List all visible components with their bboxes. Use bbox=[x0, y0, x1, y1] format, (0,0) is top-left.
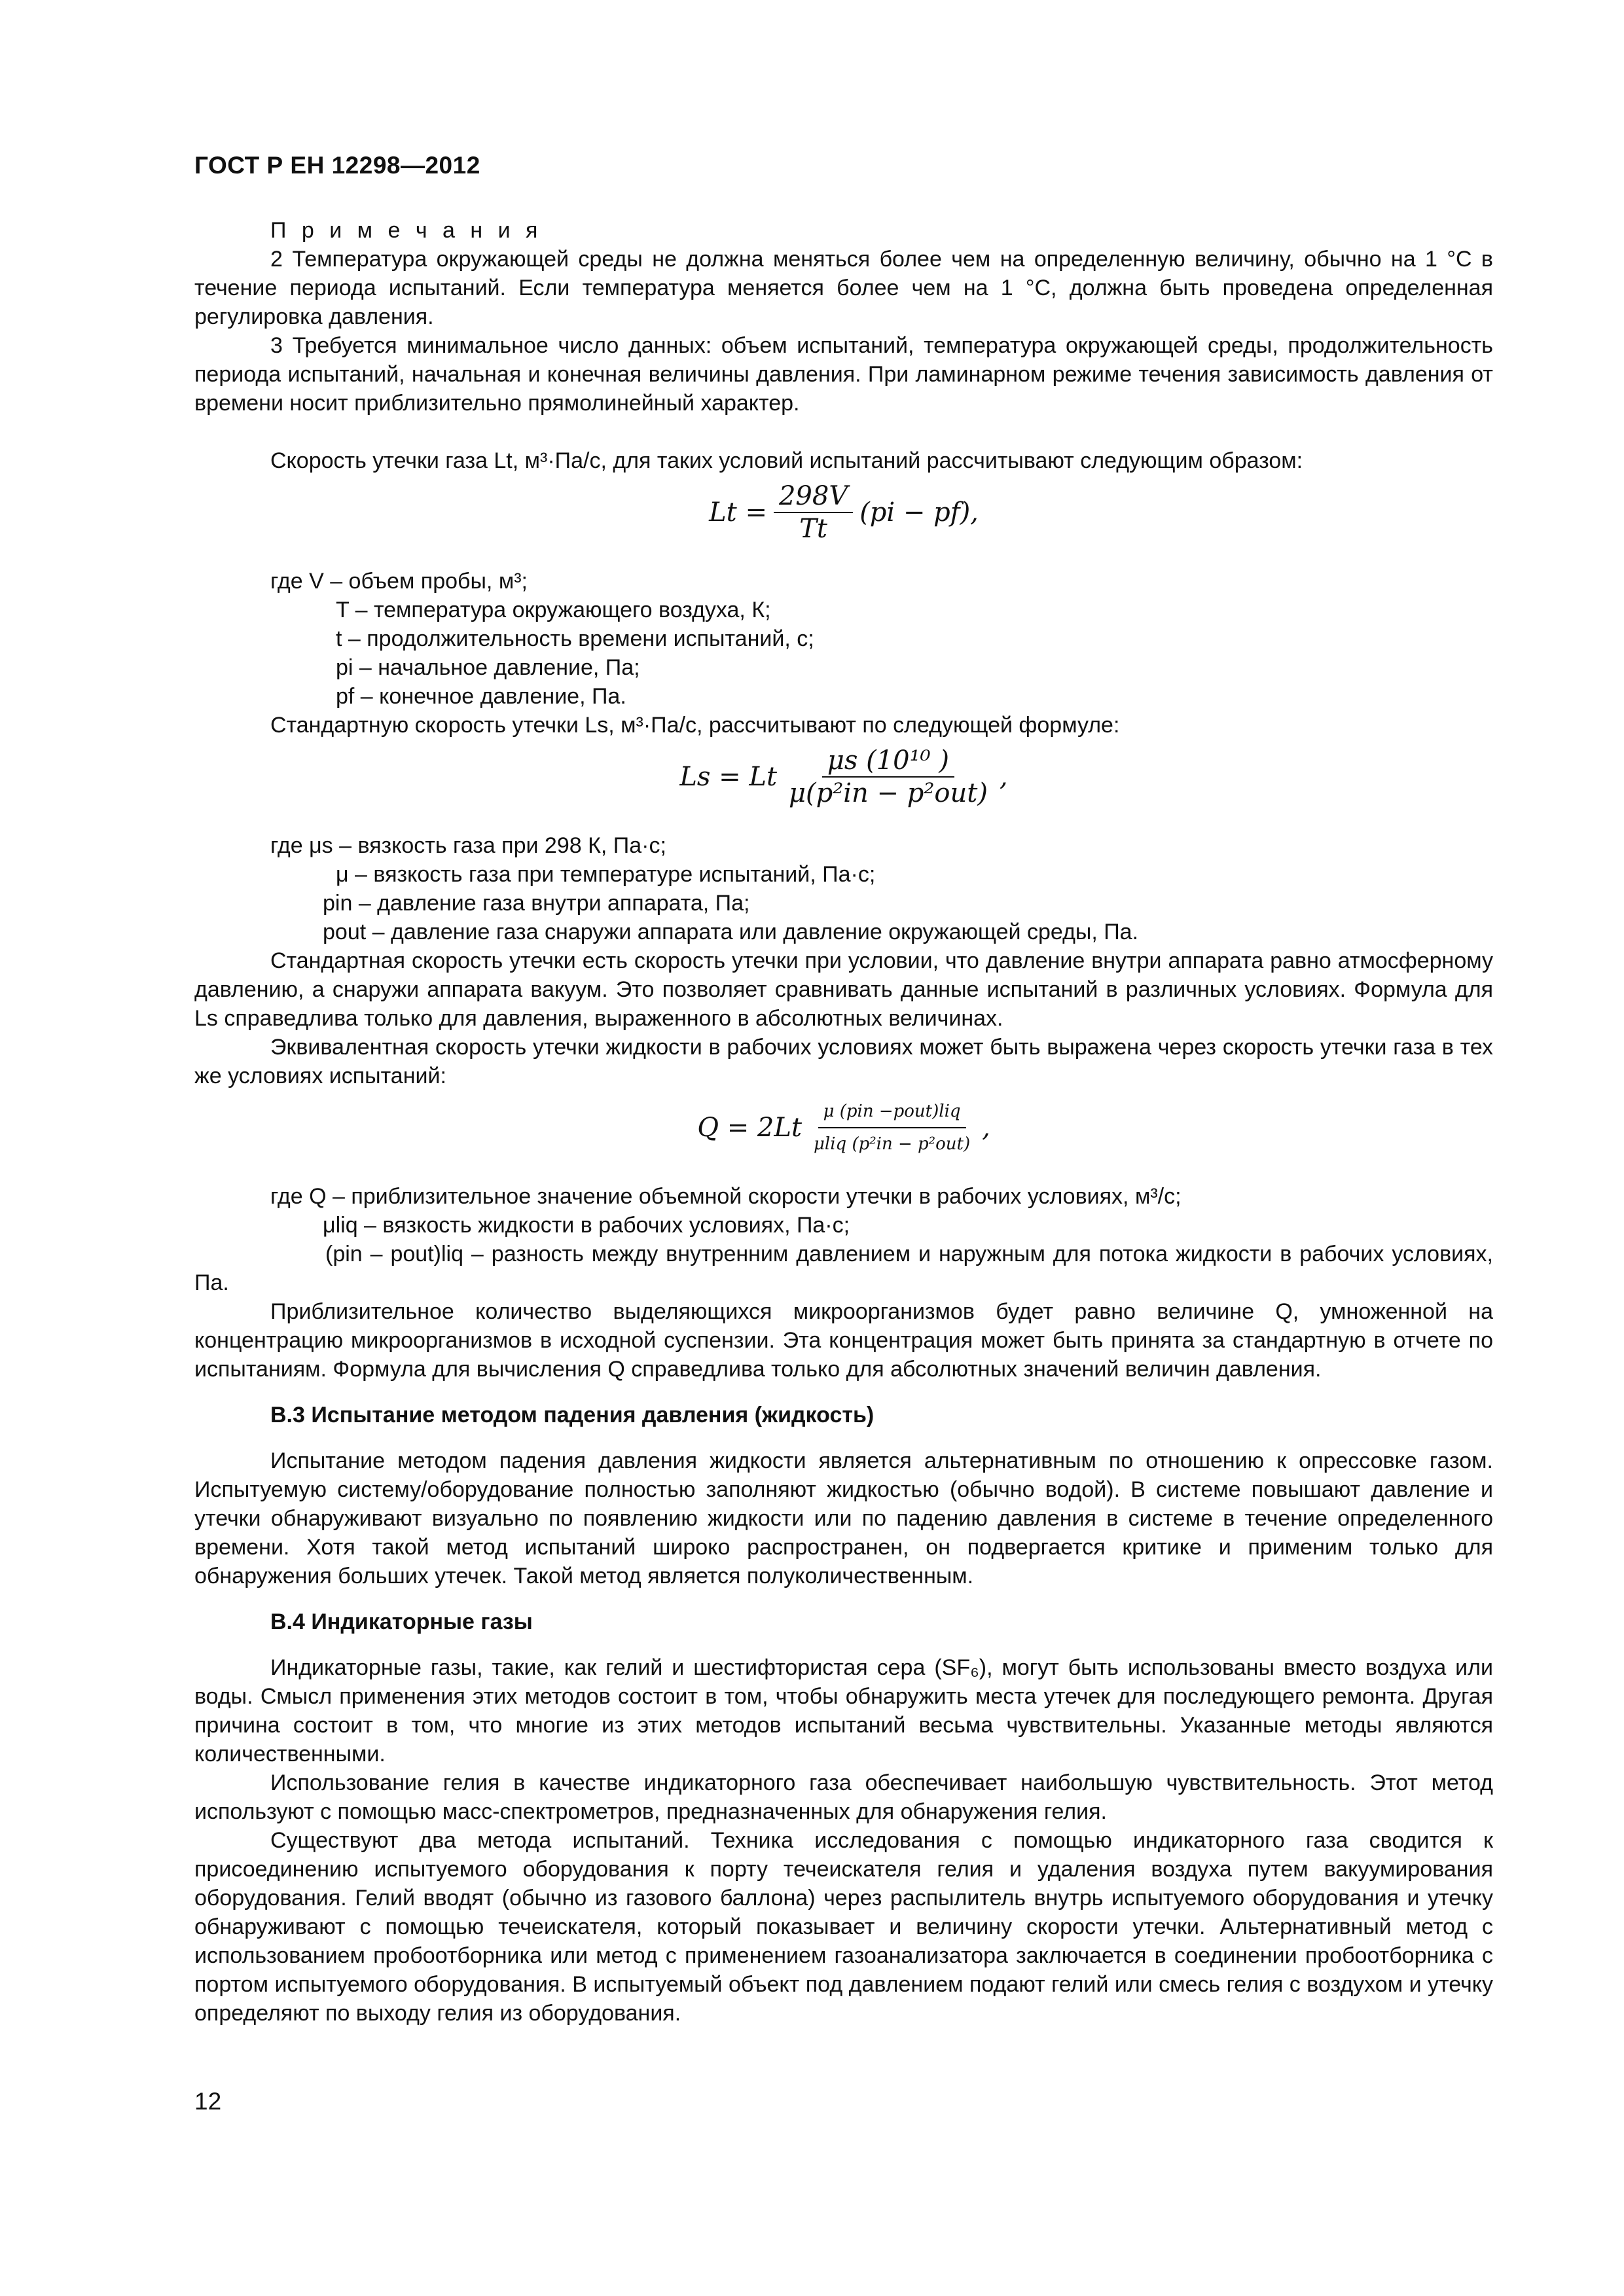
where2-line: μ – вязкость газа при температуре испытаний, Па·с; bbox=[336, 862, 876, 887]
std-leak-intro: Стандартную скорость утечки Ls, м³·Па/с, рассчитывают по следующей формуле: bbox=[270, 713, 1120, 738]
section-b4-para2: Использование гелия в качестве индикаторного газа обеспечивает наибольшую чувствительность. Этот метод используют с помощью масс-спектрометров, предназначенных для обнаружения гелия. bbox=[194, 1770, 1493, 1824]
where1-line: t – продолжительность времени испытаний, с; bbox=[336, 626, 814, 651]
section-b4-title: B.4 Индикаторные газы bbox=[270, 1609, 533, 1634]
formula1-fraction bbox=[774, 482, 853, 543]
where-list-1 bbox=[194, 567, 1493, 711]
where3-line: μliq – вязкость жидкости в рабочих условиях, Па·с; bbox=[323, 1213, 850, 1238]
where2-line: pout – давление газа снаружи аппарата или давление окружающей среды, Па. bbox=[323, 920, 1139, 944]
document-body bbox=[194, 216, 1493, 2028]
formula3-denominator: μliq (p²in − p²out) bbox=[814, 1134, 971, 1154]
formula1-denominator: Tt bbox=[799, 514, 827, 544]
where-list-2 bbox=[194, 831, 1493, 946]
where3-line: (pin – pout)liq – разность между внутренним давлением и наружным для потока жидкости в рабочих условиях, Па. bbox=[194, 1242, 1493, 1295]
where2-line: pin – давление газа внутри аппарата, Па; bbox=[323, 891, 750, 916]
leak-rate-intro: Скорость утечки газа Lt, м³·Па/с, для таких условий испытаний рассчитывают следующим образом: bbox=[270, 448, 1303, 473]
formula3-numerator: μ (pin −pout)liq bbox=[818, 1097, 966, 1128]
formula2-numerator: μs (10¹⁰ ) bbox=[822, 746, 954, 778]
para-microorganisms: Приблизительное количество выделяющихся микроорганизмов будет равно величине Q, умноженной на концентрацию микроорганизмов в исходной суспензии. Эта концентрация может быть принята за стандартную в отчете по испытаниям. Формула для вычисления Q справедлива только для абсолютных значений величин давления. bbox=[194, 1299, 1493, 1382]
formula1-numerator: 298V bbox=[774, 482, 853, 513]
note-3: 3 Требуется минимальное число данных: объем испытаний, температура окружающей среды, продолжительность периода испытаний, начальная и конечная величины давления. При ламинарном режиме течения зависимость давления от времени носит приблизительно прямолинейный характер. bbox=[194, 333, 1493, 416]
section-b3-title: B.3 Испытание методом падения давления (жидкость) bbox=[270, 1403, 875, 1427]
section-b4-para3: Существуют два метода испытаний. Техника исследования с помощью индикаторного газа сводится к присоединению испытуемого оборудования к порту течеискателя гелия и удаления воздуха путем вакуумирования оборудования. Гелий вводят (обычно из газового баллона) через распылитель внутрь испытуемого оборудования и утечку обнаруживают с помощью течеискателя, который показывает и величину скорости утечки. Альтернативный метод с использованием пробоотборника или метод с применением газоанализатора заключается в соединении пробоотборника с портом испытуемого оборудования. В испытуемый объект под давлением подают гелий или смесь гелия с воздухом и утечку определяют по выходу гелия из оборудования. bbox=[194, 1828, 1493, 2026]
formula1-lhs: Lt = bbox=[709, 497, 767, 528]
section-b4-para1: Индикаторные газы, такие, как гелий и шестифтористая сера (SF₆), могут быть использованы вместо воздуха или воды. Смысл применения этих методов состоит в том, чтобы обнаружить места утечек для последующего ремонта. Другая причина состоит в том, что многие из этих методов испытаний весьма чувствительны. Указанные методы являются количественными. bbox=[194, 1655, 1493, 1767]
page-number: 12 bbox=[194, 2088, 222, 2115]
where1-line: pf – конечное давление, Па. bbox=[336, 684, 626, 709]
section-b3-text: Испытание методом падения давления жидкости является альтернативным по отношению к опрессовке газом. Испытуемую систему/оборудование полностью заполняют жидкостью (обычно водой). В системе повышают давление и утечки обнаруживают визуально по появлению жидкости или по падению давления в системе в течение определенного времени. Хотя такой метод испытаний широко распространен, он подвергается критике и применим только для обнаружения больших утечек. Такой метод является полуколичественным. bbox=[194, 1448, 1493, 1588]
where1-line: где V – объем пробы, м³; bbox=[270, 569, 528, 594]
formula2-fraction bbox=[784, 746, 993, 808]
note-2: 2 Температура окружающей среды не должна меняться более чем на определенную величину, обычно на 1 °С в течение периода испытаний. Если температура меняется более чем на 1 °С, должна быть проведена определенная регулировка давления. bbox=[194, 247, 1493, 329]
where2-line: где μs – вязкость газа при 298 К, Па·с; bbox=[270, 833, 666, 858]
where1-line: pi – начальное давление, Па; bbox=[336, 655, 640, 680]
formula2-lhs: Ls = Lt bbox=[679, 762, 778, 792]
formula3-fraction bbox=[808, 1097, 975, 1158]
formula-leak-rate bbox=[194, 482, 1493, 560]
formula2-denominator: μ(p²in − p²out) bbox=[789, 778, 988, 808]
standard-header: ГОСТ Р ЕН 12298—2012 bbox=[194, 152, 480, 179]
formula1-rhs: (pi − pf), bbox=[859, 497, 979, 528]
para-standard-rate: Стандартная скорость утечки есть скорость утечки при условии, что давление внутри аппарата равно атмосферному давлению, а снаружи аппарата вакуум. Это позволяет сравнивать данные испытаний в различных условиях. Формула для Ls справедлива только для давления, выраженного в абсолютных величинах. bbox=[194, 948, 1493, 1031]
para-equivalent-rate: Эквивалентная скорость утечки жидкости в рабочих условиях может быть выражена через скорость утечки газа в тех же условиях испытаний: bbox=[194, 1035, 1493, 1088]
where3-line: где Q – приблизительное значение объемной скорости утечки в рабочих условиях, м³/с; bbox=[270, 1184, 1182, 1209]
where1-line: T – температура окружающего воздуха, К; bbox=[336, 598, 771, 622]
formula-std-leak-rate bbox=[194, 746, 1493, 825]
formula3-rhs: , bbox=[982, 1113, 990, 1143]
where3-line-wrapped bbox=[194, 1240, 1493, 1297]
where-list-3 bbox=[194, 1182, 1493, 1240]
formula2-rhs: , bbox=[999, 762, 1008, 792]
notes-title: П р и м е ч а н и я bbox=[270, 218, 543, 243]
formula-liquid-leak bbox=[194, 1097, 1493, 1175]
formula3-lhs: Q = 2Lt bbox=[697, 1113, 803, 1143]
